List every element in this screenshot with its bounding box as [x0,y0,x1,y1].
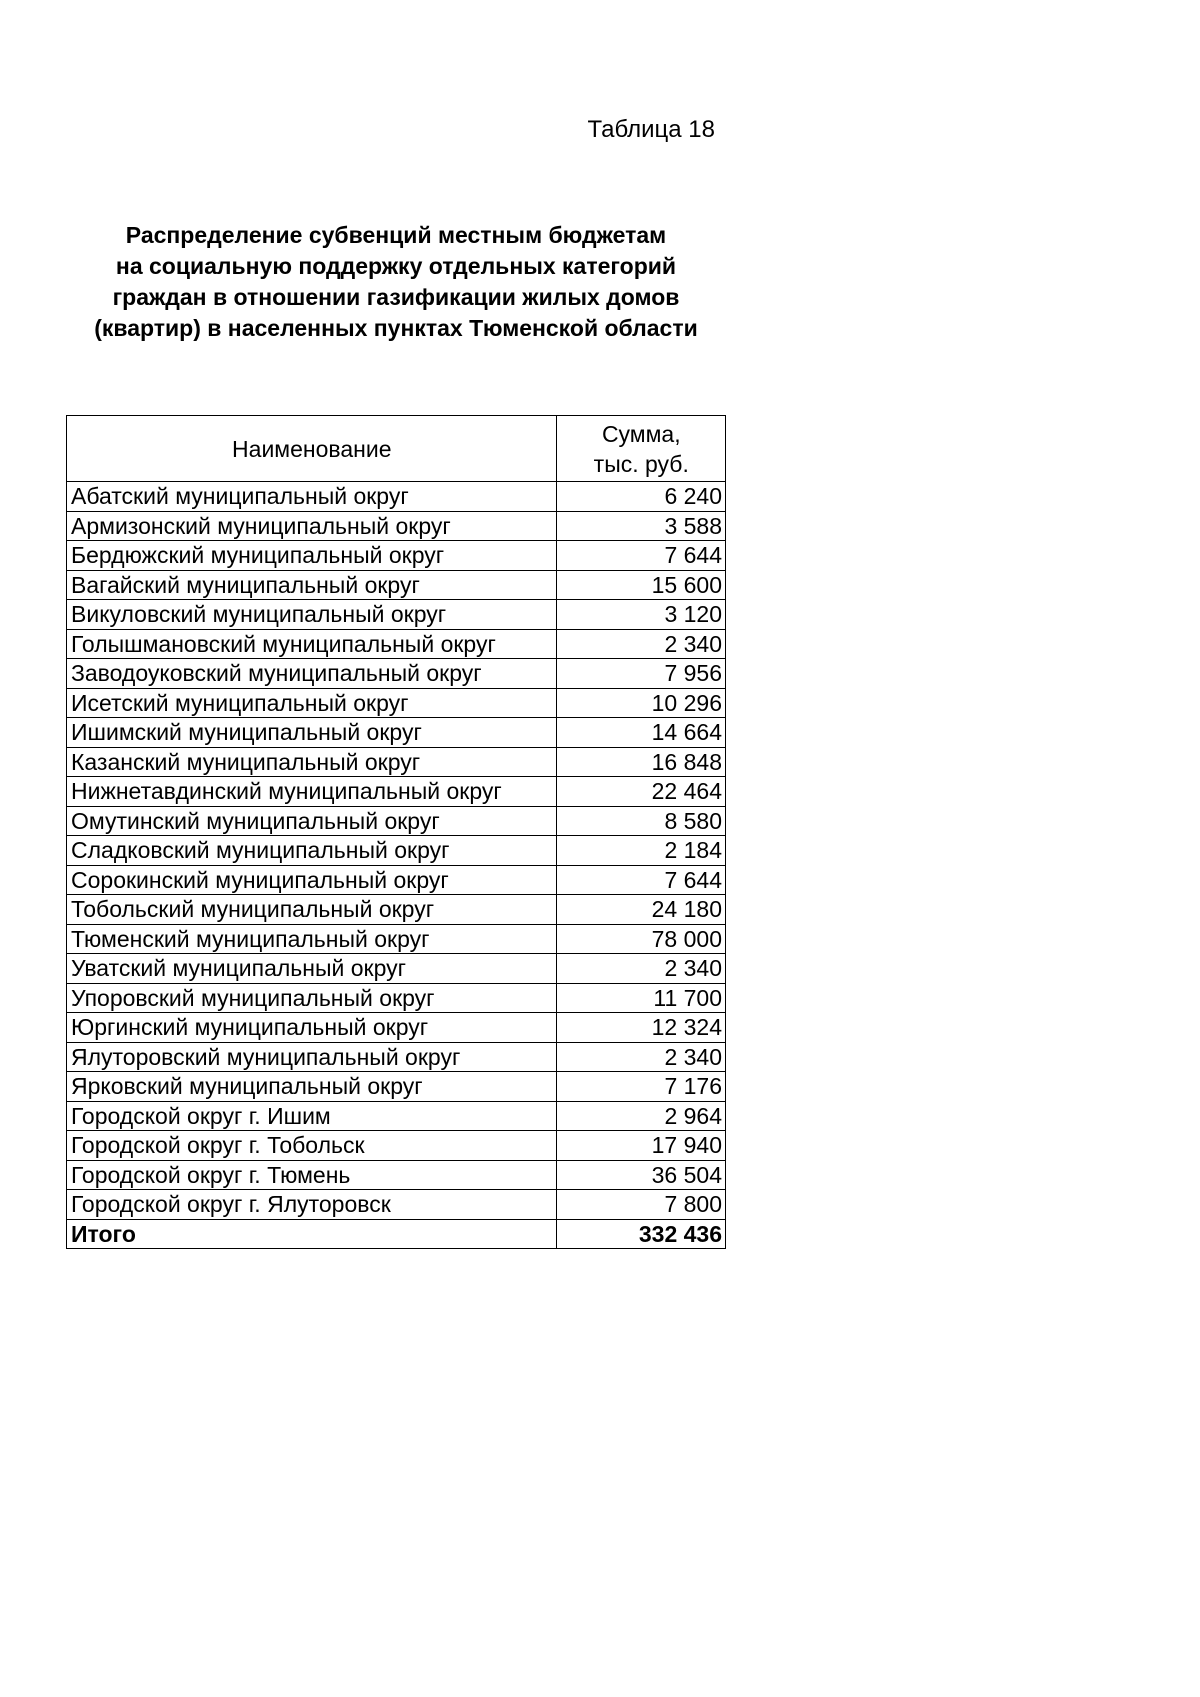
row-sum-cell: 11 700 [556,983,725,1013]
table-row [67,836,726,866]
row-sum-cell: 7 644 [556,865,725,895]
row-name-cell: Исетский муниципальный округ [67,688,557,718]
table-header-row [67,416,726,482]
row-name-cell: Абатский муниципальный округ [67,482,557,512]
row-sum-cell: 7 956 [556,659,725,689]
table-row [67,718,726,748]
row-sum-cell: 3 120 [556,600,725,630]
row-sum-cell: 7 644 [556,541,725,571]
row-name-cell: Ярковский муниципальный округ [67,1072,557,1102]
header-sum [556,416,725,482]
row-sum-cell: 7 176 [556,1072,725,1102]
title-line: Распределение субвенций местным бюджетам [125,222,667,248]
row-sum-cell: 17 940 [556,1131,725,1161]
row-sum-cell: 78 000 [556,924,725,954]
table-row [67,1131,726,1161]
document-title [66,220,726,344]
table-row [67,954,726,984]
table-row [67,1042,726,1072]
row-sum-cell: 15 600 [556,570,725,600]
table-row [67,1013,726,1043]
header-name: Наименование [67,416,557,482]
table-row [67,570,726,600]
row-name-cell: Городской округ г. Ишим [67,1101,557,1131]
row-name-cell: Ялуторовский муниципальный округ [67,1042,557,1072]
row-sum-cell: 12 324 [556,1013,725,1043]
table-row [67,806,726,836]
table-row [67,600,726,630]
row-sum-cell: 7 800 [556,1190,725,1220]
row-name-cell: Ишимский муниципальный округ [67,718,557,748]
row-sum-cell: 2 340 [556,629,725,659]
row-name-cell: Сорокинский муниципальный округ [67,865,557,895]
table-row [67,511,726,541]
row-sum-cell: 14 664 [556,718,725,748]
row-name-cell: Омутинский муниципальный округ [67,806,557,836]
row-name-cell: Уватский муниципальный округ [67,954,557,984]
row-name-cell: Городской округ г. Тюмень [67,1160,557,1190]
table-row [67,629,726,659]
row-sum-cell: 3 588 [556,511,725,541]
table-number-label: Таблица 18 [587,116,715,143]
row-name-cell: Городской округ г. Ялуторовск [67,1190,557,1220]
row-sum-cell: 6 240 [556,482,725,512]
row-name-cell: Сладковский муниципальный округ [67,836,557,866]
row-name-cell: Викуловский муниципальный округ [67,600,557,630]
row-name-cell: Заводоуковский муниципальный округ [67,659,557,689]
table-row [67,865,726,895]
row-name-cell: Тюменский муниципальный округ [67,924,557,954]
table-row [67,747,726,777]
row-sum-cell: 10 296 [556,688,725,718]
table-row [67,659,726,689]
row-sum-cell: 2 340 [556,954,725,984]
table-row [67,1190,726,1220]
title-line: (квартир) в населенных пунктах Тюменской области [94,315,698,341]
table-row [67,482,726,512]
table-row [67,541,726,571]
subvention-table [66,415,726,1249]
table-row [67,688,726,718]
row-name-cell: Городской округ г. Тобольск [67,1131,557,1161]
table-row [67,983,726,1013]
total-sum-cell: 332 436 [556,1219,725,1249]
table-row [67,924,726,954]
table-row [67,1101,726,1131]
row-sum-cell: 22 464 [556,777,725,807]
row-name-cell: Казанский муниципальный округ [67,747,557,777]
table-body [67,482,726,1249]
row-sum-cell: 2 340 [556,1042,725,1072]
row-sum-cell: 36 504 [556,1160,725,1190]
row-name-cell: Бердюжский муниципальный округ [67,541,557,571]
title-line: на социальную поддержку отдельных категорий [115,253,677,279]
row-name-cell: Упоровский муниципальный округ [67,983,557,1013]
row-name-cell: Армизонский муниципальный округ [67,511,557,541]
row-sum-cell: 8 580 [556,806,725,836]
row-sum-cell: 24 180 [556,895,725,925]
table-row [67,777,726,807]
row-sum-cell: 16 848 [556,747,725,777]
row-name-cell: Тобольский муниципальный округ [67,895,557,925]
row-name-cell: Нижнетавдинский муниципальный округ [67,777,557,807]
header-sum-line2: тыс. руб. [593,450,689,477]
row-sum-cell: 2 964 [556,1101,725,1131]
row-name-cell: Юргинский муниципальный округ [67,1013,557,1043]
table-row [67,1072,726,1102]
row-name-cell: Голышмановский муниципальный округ [67,629,557,659]
total-row [67,1219,726,1249]
header-sum-line1: Сумма, [601,420,681,447]
title-line: граждан в отношении газификации жилых домов [112,284,680,310]
row-sum-cell: 2 184 [556,836,725,866]
table-row [67,1160,726,1190]
row-name-cell: Вагайский муниципальный округ [67,570,557,600]
table-row [67,895,726,925]
total-label-cell: Итого [67,1219,557,1249]
